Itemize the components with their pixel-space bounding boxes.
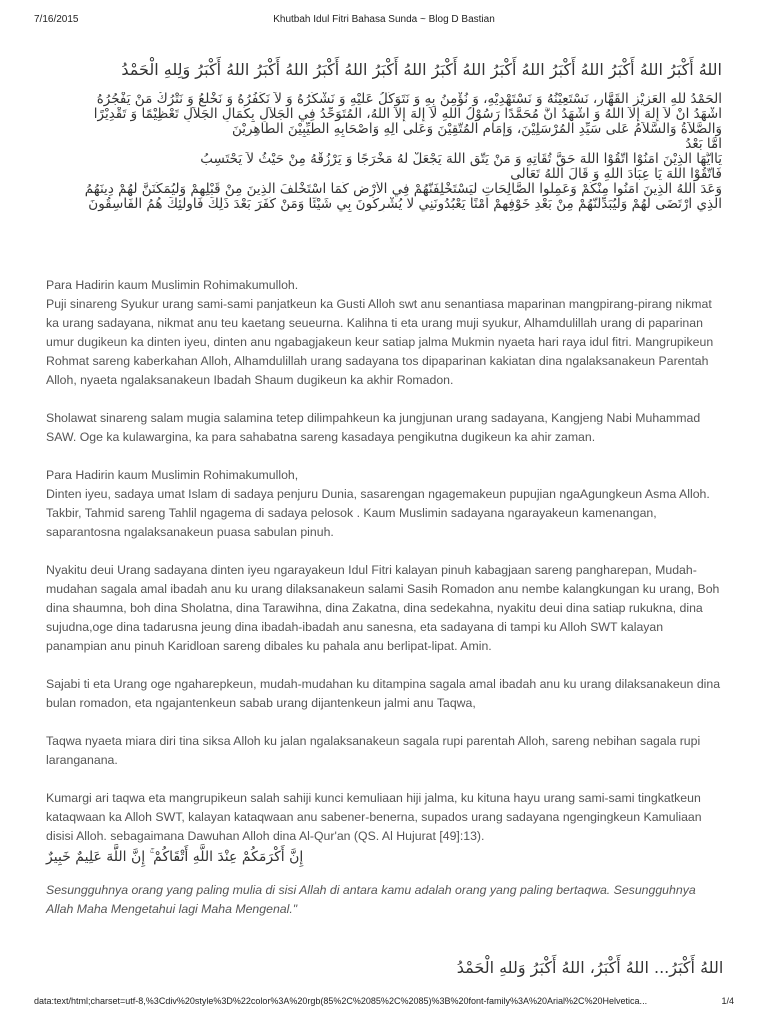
arabic-closing-takbir: اللهُ أَكْبَرُ... اللهُ أَكْبَرُ، اللهُ أَكْبَرُ وَللهِ الْحَمْدُ	[456, 958, 724, 977]
arabic-line: فَاتَّقُوْا اللهَ يَا عِبَادَ اللهِ وَ قَالَ اللهُ تَعَالَى	[510, 167, 722, 182]
print-date: 7/16/2015	[34, 14, 79, 25]
print-header	[34, 14, 734, 28]
paragraph: Sholawat sinareng salam mugia salamina tetep dilimpahkeun ka jungjunan urang sadayana, Kangjeng Nabi Muhammad SAW. Oge ka kulawargina, ka para sahabatna sareng kasadaya pengikutna dugikeun ka ahir zaman.	[46, 411, 701, 444]
arabic-line: وَالصَّلاَةُ وَالسَّلاَمُ عَلَى سَيِّدِ الْمُرْسَلِيْنَ، وَإِمَامِ الْمُتَّقِيْنَ وَعَلَى آلِهِ وَأَصْحَابِهِ الطَّيِّبِيْنَ الطَّاهِرِيْنَ	[231, 122, 722, 137]
paragraph: Sajabi ti eta Urang oge ngaharepkeun, mudah-mudahan ku ditampina sagala amal ibadah anu ku urang dilaksanakeun dina bulan romadon, eta ngajantenkeun sabab urang dijantenkeun jalmi anu Taqwa,	[46, 677, 721, 710]
paragraph-greeting: Para Hadirin kaum Muslimin Rohimakumulloh.	[46, 278, 299, 292]
arabic-verse: إِنَّ أَكْرَمَكُمْ عِنْدَ اللَّهِ أَتْقَاكُمْ ۚ إِنَّ اللَّهَ عَلِيمٌ خَبِيرٌ	[46, 849, 304, 865]
arabic-line: وَعَدَ اللَّهُ الَّذِينَ آمَنُوا مِنْكُمْ وَعَمِلُوا الصَّالِحَاتِ لَيَسْتَخْلِفَنَّهُمْ فِي الْأَرْضِ كَمَا اسْتَخْلَفَ الَّذِينَ مِنْ قَبْلِهِمْ وَلَيُمَكِّنَنَّ لَهُمْ دِينَهُمُ	[84, 182, 722, 197]
paragraph-greeting: Para Hadirin kaum Muslimin Rohimakumulloh,	[46, 468, 299, 482]
arabic-line: أَشْهَدُ أَنْ لاَ إِلَهَ إِلاَّ اللهُ وَ أَشْهَدُ أَنَّ مُحَمَّدًا رَسُوْلُ اللهِ لاَ إِلَهَ إِلاَّ اللهُ، الْمُتَوَحِّدُ فِي الْجَلاَلِ بِكَمَالِ الْجَلاَلِ تَعْظِيْمًا وَ تَقْدِيْرًا	[93, 107, 722, 122]
paragraph: Dinten iyeu, sadaya umat Islam di sadaya penjuru Dunia, sasarengan ngagemakeun pupujian ngaAgungkeun Asma Alloh. Takbir, Tahmid sareng Tahlil ngagema di sadaya pelosok . Kaum Muslimin sadayana ngarayakeun kamenangan, saparantosna ngalaksanakeun puasa sabulan pinuh.	[46, 487, 710, 539]
paragraph: Nyakitu deui Urang sadayana dinten iyeu ngarayakeun Idul Fitri kalayan pinuh kabagjaan sareng pangharepan, Mudah-mudahan sagala amal ibadah anu ku urang dilaksanakeun salami Sasih Romadon anu nembe kalangkungan ku urang, Boh dina shaumna, boh dina Sholatna, dina Tarawihna, dina Zakatna, dina sedekahna, nyakitu deui dina satiap rukukna, dina sujudna,oge dina tadarusna jeung dina ibadah-ibadah anu sanesna, eta sadayana di tampi ku Alloh SWT kalayan panampian anu pinuh Karidloan sareng dibales ku pahala anu berlipat-lipat. Amin.	[46, 563, 720, 653]
arabic-line: يَاأَيُّهَا الَّذِيْنَ آمَنُوْا اتَّقُوْا اللهَ حَقَّ تُقَاتِهِ وَ مَنْ يَتَّقِ اللهَ يَجْعَلْ لَهُ مَخْرَجًا وَ يَرْزُقْهُ مِنْ حَيْثُ لاَ يَحْتَسِبُ	[200, 152, 722, 167]
paragraph: Kumargi ari taqwa eta mangrupikeun salah sahiji kunci kemuliaan hiji jalma, ku kituna hayu urang sami-sami tingkatkeun kataqwaan ka Alloh SWT, kalayan kataqwaan anu sabener-benerna, supados urang sadayana ngengingkeun Kamuliaan disisi Alloh. sebagaimana Dawuhan Alloh dina Al-Qur'an (QS. Al Hujurat [49]:13).	[46, 791, 702, 843]
page-number: 1/4	[721, 996, 734, 1006]
paragraph: Taqwa nyaeta miara diri tina siksa Alloh ku jalan ngalaksanakeun sagala rupi parentah Alloh, sareng nebihan sagala rupi laranganana.	[46, 734, 701, 767]
arabic-line: الَّذِي ارْتَضَى لَهُمْ وَلَيُبَدِّلَنَّهُمْ مِنْ بَعْدِ خَوْفِهِمْ أَمْنًا يَعْبُدُونَنِي لَا يُشْرِكُونَ بِي شَيْئًا وَمَنْ كَفَرَ بَعْدَ ذَلِكَ فَأُولَئِكَ هُمُ الْفَاسِقُونَ	[88, 197, 722, 212]
page-title: Khutbah Idul Fitri Bahasa Sunda ~ Blog D Bastian	[273, 14, 495, 25]
source-url: data:text/html;charset=utf-8,%3Cdiv%20style%3D%22color%3A%20rgb(85%2C%2085%2C%2085)%3B%20font-family%3A%20Arial%2C%20Helvetica...	[34, 996, 648, 1006]
verse-translation: Sesungguhnya orang yang paling mulia di sisi Allah di antara kamu adalah orang yang paling bertaqwa. Sesungguhnya Allah Maha Mengetahui lagi Maha Mengenal."	[46, 883, 696, 916]
print-footer	[34, 996, 734, 1010]
arabic-line: أَمَّا بَعْدُ	[685, 137, 722, 152]
arabic-takbir: اللهُ أَكْبَرُ اللهُ أَكْبَرُ اللهُ أَكْبَرُ اللهُ أَكْبَرُ اللهُ أَكْبَرُ اللهُ أَكْبَرُ اللهُ أَكْبَرُ اللهُ أَكْبَرُ اللهُ أَكْبَرُ وَلِلهِ الْحَمْدُ	[121, 60, 722, 79]
sermon-body	[46, 276, 722, 919]
arabic-line: اَلْحَمْدُ للهِ الْعَزِيْزِ الْقَهَّارِ، نَسْتَعِيْنُهُ وَ نَسْتَهْدِيْهِ، وَ نُؤْمِنُ بِهِ وَ نَتَوَكَّلُ عَلَيْهِ وَ نَشْكُرُهُ وَ لاَ نَكْفُرُهُ وَ نَخْلَعُ وَ نَتْرُكُ مَنْ يَفْجُرُهُ	[96, 92, 722, 107]
arabic-opening-block	[46, 92, 722, 212]
paragraph: Puji sinareng Syukur urang sami-sami panjatkeun ka Gusti Alloh swt anu senantiasa maparinan mangpirang-pirang nikmat ka urang sadayana, nikmat anu teu kaetang seueurna. Kalihna ti eta urang muji syukur, Alhamdulillah urang di paparinan umur dugikeun ka dinten iyeu, dinten anu ngabagjakeun keur satiap jalma Mukmin nyaeta hari raya idul fitri. Mangrupikeun Rohmat sareng kaberkahan Alloh, Alhamdulillah urang sadayana tos dipaparinan kakiatan dina ngalaksanakeun Parentah Alloh, nyaeta ngalaksanakeun Ibadah Shaum dugikeun ka akhir Romadon.	[46, 297, 714, 387]
